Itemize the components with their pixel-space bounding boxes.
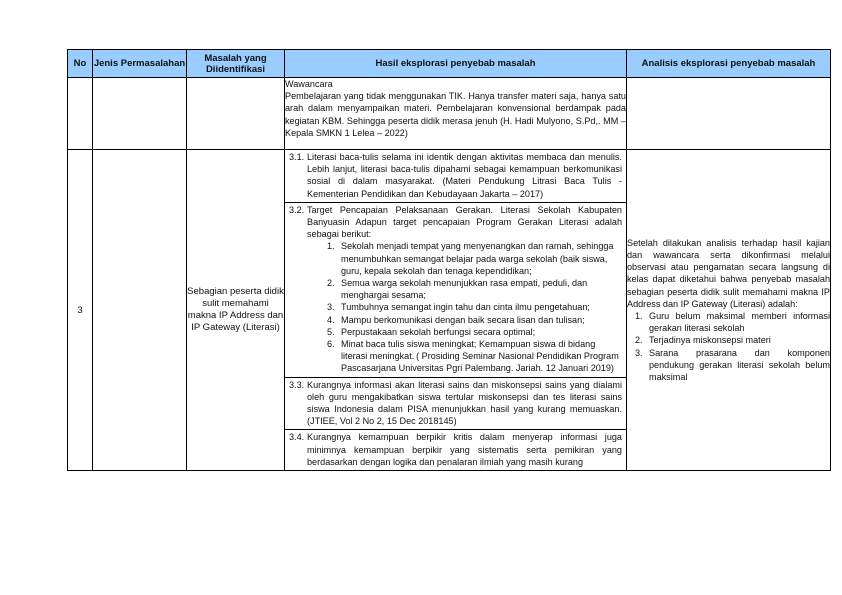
cell-hasil bbox=[285, 150, 627, 471]
list-item: 1. Guru belum maksimal memberi informasi gerakan literasi sekolah bbox=[635, 311, 830, 334]
cell-wawancara bbox=[285, 78, 627, 150]
hasil-item-3-4 bbox=[285, 430, 626, 470]
wawancara-title: Wawancara bbox=[285, 79, 333, 89]
list-item: 5. Perpustakaan sekolah berfungsi secara optimal; bbox=[327, 326, 536, 337]
list-item: 2. Terjadinya miskonsepsi materi bbox=[635, 335, 771, 346]
hasil-label: 3.4. bbox=[289, 432, 305, 443]
cell-analisis bbox=[627, 150, 831, 471]
hasil-text: Kurangnya informasi akan literasi sains dan miskonsepsi sains yang dialami oleh guru mengakibatkan siswa tertular miskonsepsi dan tes literasi sains siswa Indonesia dalam PISA menunjukkan hasil yang kurang memuaskan. (JTIEE, Vol 2 No 2, 15 Dec 2018145) bbox=[307, 379, 622, 427]
table-row-previous bbox=[68, 78, 831, 150]
target-list bbox=[289, 240, 622, 374]
cell-jenis-empty bbox=[93, 78, 187, 150]
hasil-item-3-3 bbox=[285, 378, 626, 431]
hasil-text: Kurangnya kemampuan berpikir kritis dalam menyerap informasi juga minimnya kemampuan berpikir yang sistematis serta pemikiran yang berdasarkan dengan logika dan penalaran ilmiah yang masih kurang bbox=[307, 432, 622, 467]
list-item: 3. Sarana prasarana dan komponen pendukung gerakan literasi sekolah belum maksimal bbox=[635, 347, 830, 383]
list-item: 6. Minat baca tulis siswa meningkat; Kemampuan siswa di bidang literasi meningkat. ( Prosiding Seminar Nasional Pendidikan Program Pascasarjana Universitas Pgri Palembang. Jariah. 12 Januari 2019) bbox=[327, 339, 619, 374]
hasil-label: 3.2. bbox=[289, 204, 305, 215]
cell-masalah: Sebagian peserta didik sulit memahami makna IP Address dan IP Gateway (Literasi) bbox=[187, 150, 285, 471]
cell-jenis bbox=[93, 150, 187, 471]
list-item: 4. Mampu berkomunikasi dengan baik secara lisan dan tulisan; bbox=[327, 314, 585, 325]
header-row bbox=[68, 50, 831, 78]
header-masalah: Masalah yang Diidentifikasi bbox=[187, 50, 285, 78]
hasil-text: Literasi baca-tulis selama ini identik dengan aktivitas membaca dan menulis. Lebih lanjut, literasi baca-tulis dipahami sebagai kemampuan berkomunikasi sosial di dalam masyarakat. (Materi Pendukung Litrasi Baca Tulis - Kementerian Pendidikan dan Kebudayaan Jakarta – 2017) bbox=[307, 152, 622, 199]
list-item: 2. Semua warga sekolah menunjukkan rasa empati, peduli, dan menghargai sesama; bbox=[327, 278, 588, 301]
wawancara-text: Pembelajaran yang tidak menggunakan TIK. Hanya transfer materi saja, hanya satu arah dalam menyampaikan materi. Pembelajaran konvensional berdampak pada kegiatan KBM. Sehingga peserta didik merasa jenuh (H. Hadi Mulyono, S.Pd,. MM – Kepala SMKN 1 Lelea – 2022) bbox=[285, 91, 626, 138]
hasil-item-3-2 bbox=[285, 203, 626, 378]
list-item: 1. Sekolah menjadi tempat yang menyenangkan dan ramah, sehingga menumbuhkan semangat belajar pada warga sekolah (baik siswa, guru, kepala sekolah dan tenaga kependidikan; bbox=[327, 241, 614, 276]
header-analisis: Analisis eksplorasi penyebab masalah bbox=[627, 50, 831, 78]
analisis-intro: Setelah dilakukan analisis terhadap hasil kajian dan wawancara serta dikonfirmasi melalui observasi atau pengamatan secara langsung di kelas dapat diketahui bahwa penyebab masalah sebagian peserta didik sulit memahami makna IP Address dan IP Gateway (Literasi) adalah: bbox=[627, 237, 830, 309]
row-number: 3 bbox=[68, 150, 93, 471]
table-row-3 bbox=[68, 150, 831, 471]
exploration-table bbox=[67, 49, 831, 471]
hasil-item-3-1 bbox=[285, 150, 626, 203]
analisis-list bbox=[627, 310, 830, 383]
list-item: 3. Tumbuhnya semangat ingin tahu dan cinta ilmu pengetahuan; bbox=[327, 302, 590, 313]
hasil-label: 3.3. bbox=[289, 379, 305, 390]
hasil-text: Target Pencapaian Pelaksanaan Gerakan. Literasi Sekolah Kabupaten Banyuasin Adapun target pencapaian Program Gerakan Literasi adalah sebagai berikut: bbox=[307, 204, 622, 240]
cell-no-empty bbox=[68, 78, 93, 150]
header-hasil: Hasil eksplorasi penyebab masalah bbox=[285, 50, 627, 78]
header-no: No bbox=[68, 50, 93, 78]
hasil-label: 3.1. bbox=[289, 152, 305, 162]
header-jenis: Jenis Permasalahan bbox=[93, 50, 187, 78]
cell-analisis-empty bbox=[627, 78, 831, 150]
cell-masalah-empty bbox=[187, 78, 285, 150]
